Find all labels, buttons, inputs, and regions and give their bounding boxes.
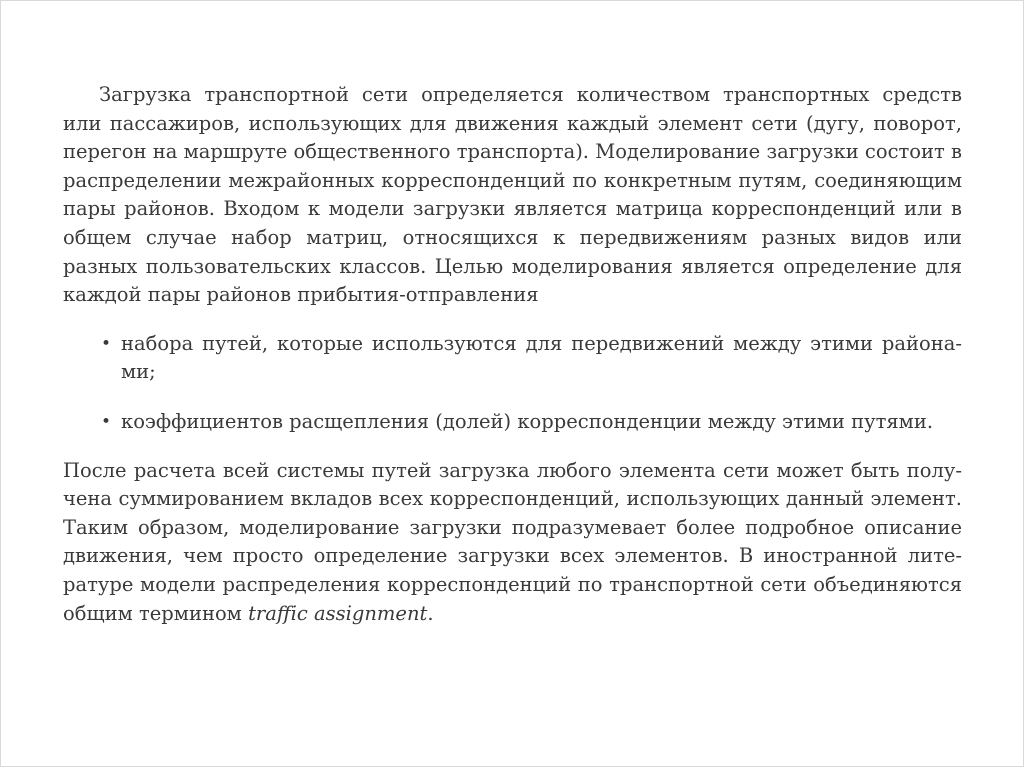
term-traffic-assignment: traffic assignment — [248, 601, 428, 625]
bullet-list — [63, 330, 962, 437]
list-item — [63, 330, 962, 387]
list-item-text: набора путей, которые используются для передвижений между этими районами; — [121, 331, 962, 384]
document-page — [63, 81, 962, 628]
list-item-text: коэффициентов расщепления (долей) корреспонденции между этими путями. — [121, 409, 934, 433]
bullet-icon: • — [101, 333, 112, 354]
paragraph-intro: Загрузка транспортной сети определяется количеством транспортных средств или пассажиров, использующих для движения каждый элемент сети (дугу, поворот, перегон на маршруте общественного транспорта). Моделирование загрузки состоит в распределении межрайонных корреспонденций по конкретным путям, соединяющим пары районов. Входом к модели загрузки является матрица корреспонденций или в общем случае набор матриц, относящихся к передвижениям разных видов или разных пользовательских классов. Целью моделирования является определение для каждой пары районов прибытия-отправления — [63, 83, 962, 307]
paragraph-conclusion-end: . — [427, 601, 434, 625]
paragraph-conclusion — [63, 457, 962, 629]
bullet-icon: • — [101, 411, 112, 432]
paragraph-conclusion-text: После расчета всей системы путей загрузка любого элемента сети может быть получена суммированием вкладов всех корреспонденций, использующих данный элемент. Таким образом, моделирование загрузки подразумевает более подробное описание движения, чем просто определение загрузки всех элементов. В иностранной литературе модели распределения корреспонденций по транспортной сети объединяются общим термином — [63, 458, 962, 625]
list-item — [63, 408, 962, 437]
